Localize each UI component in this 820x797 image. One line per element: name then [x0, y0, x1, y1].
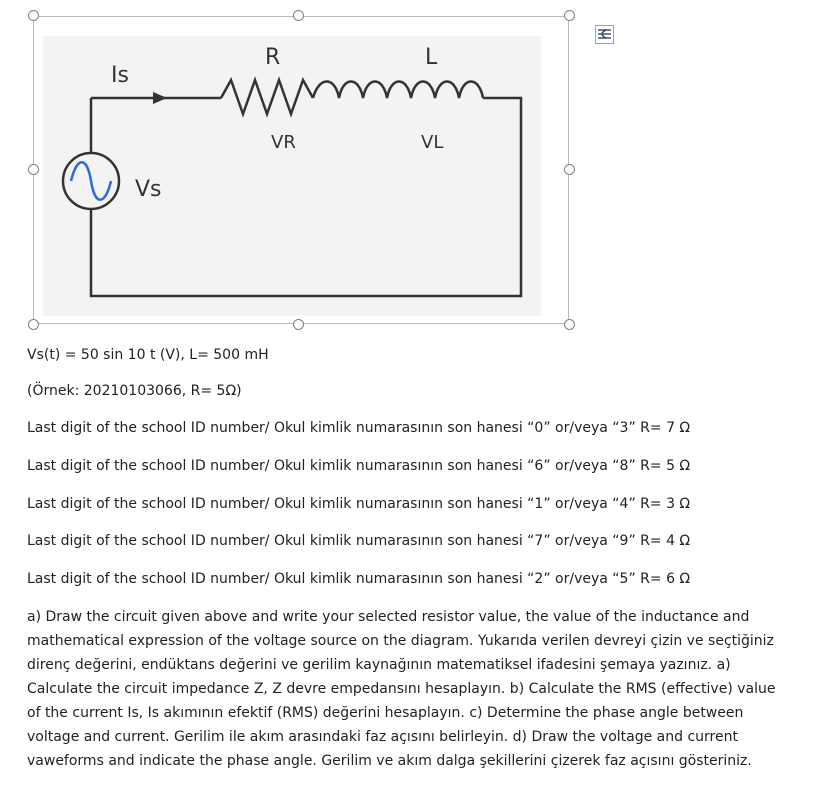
resize-handle-bottom-left[interactable] [28, 319, 39, 330]
question-paragraph: a) Draw the circuit given above and write your selected resistor value, the value of the inductance and mathematical expression of the voltage source on the diagram. Yukarıda verilen devreyi çizin ve seçtiğiniz direnç değerini, endüktans değerini ve gerilim kaynağının matematiksel ifadesini şemaya yazınız. a) Calculate the circuit impedance Z, Z devre empedansını hesaplayın. b) Calculate the RMS (effective) value of the current Is, Is akımının efektif (RMS) değerini hesaplayın. c) Determine the phase angle between voltage and current. Gerilim ile akım arasındaki faz açısını belirleyin. d) Draw the voltage and current vaweforms and indicate the phase angle. Gerilim ve akım dalga şekillerini çizerek faz açısını gösteriniz. [27, 609, 776, 769]
resize-handle-top-left[interactable] [28, 10, 39, 21]
example-line: (Örnek: 20210103066, R= 5Ω) [27, 383, 242, 399]
image-selection-frame [33, 16, 569, 324]
resize-handle-bottom-center[interactable] [293, 319, 304, 330]
resize-handle-top-center[interactable] [293, 10, 304, 21]
label-VL: VL [421, 132, 444, 153]
label-R: R [265, 45, 281, 70]
rule-line: Last digit of the school ID number/ Okul kimlik numarasının son hanesi “7” or/veya “9” R= 4 Ω [27, 533, 691, 549]
label-Vs: Vs [135, 177, 162, 202]
rule-line: Last digit of the school ID number/ Okul kimlik numarasının son hanesi “6” or/veya “8” R= 5 Ω [27, 458, 691, 474]
rule-line: Last digit of the school ID number/ Okul kimlik numarasının son hanesi “2” or/veya “5” R= 6 Ω [27, 571, 691, 587]
resize-handle-middle-left[interactable] [28, 164, 39, 175]
layout-options-button[interactable] [595, 25, 614, 44]
rule-line: Last digit of the school ID number/ Okul kimlik numarasının son hanesi “1” or/veya “4” R= 3 Ω [27, 496, 691, 512]
label-VR: VR [271, 132, 296, 153]
equation-line: Vs(t) = 50 sin 10 t (V), L= 500 mH [27, 347, 269, 363]
rule-line: Last digit of the school ID number/ Okul kimlik numarasının son hanesi “0” or/veya “3” R= 7 Ω [27, 420, 691, 436]
resize-handle-bottom-right[interactable] [564, 319, 575, 330]
resize-handle-top-right[interactable] [564, 10, 575, 21]
label-L: L [425, 45, 438, 70]
resize-handle-middle-right[interactable] [564, 164, 575, 175]
layout-options-icon [596, 26, 613, 43]
label-Is: Is [111, 63, 129, 88]
